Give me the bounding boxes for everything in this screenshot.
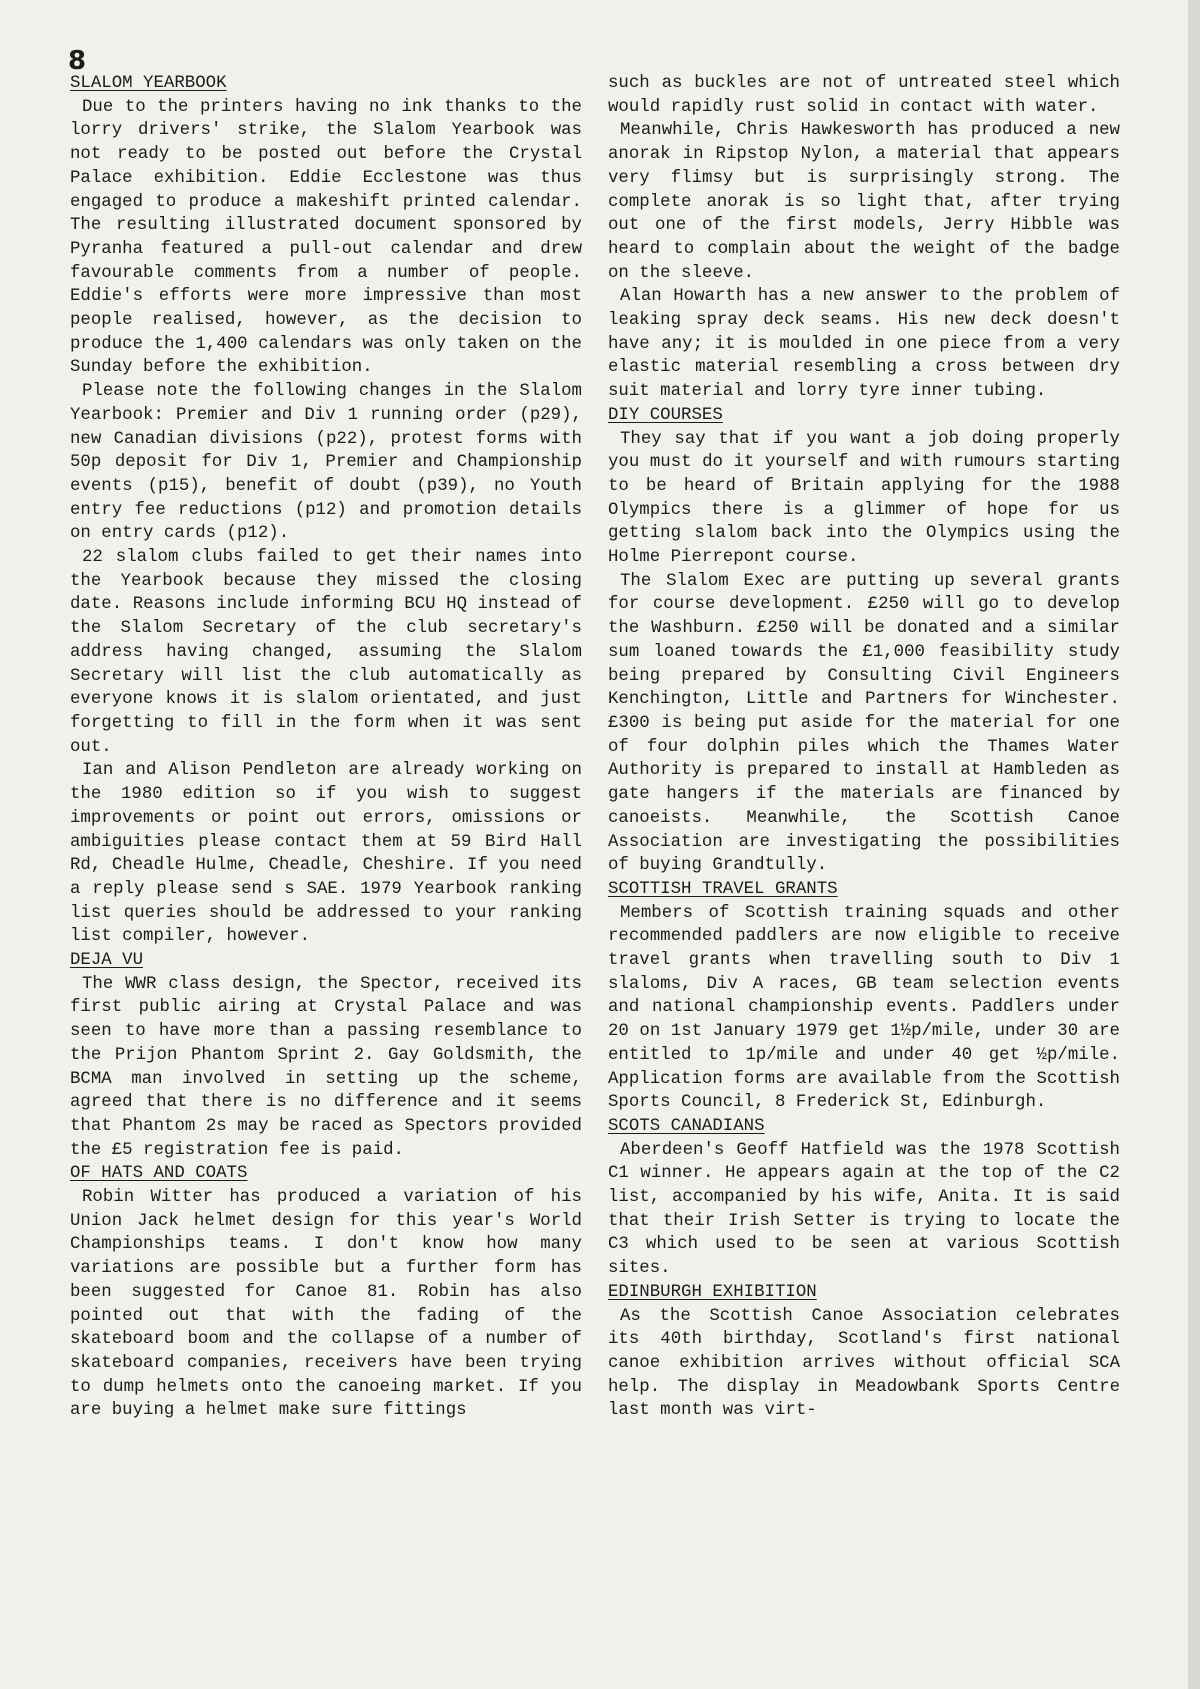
article-edinburgh-exhibition — [608, 1281, 1120, 1423]
article-hats-and-coats — [70, 1162, 582, 1423]
article-paragraph: 22 slalom clubs failed to get their names into the Yearbook because they missed the closing date. Reasons include informing BCU HQ instead of the Slalom Secretary of the club secretary's address having changed, assuming the Slalom Secretary will list the club automatically as everyone knows it is slalom orientated, and just forgetting to fill in the form when it was sent out. — [70, 548, 582, 757]
article-heading: SCOTS CANADIANS — [608, 1116, 765, 1136]
article-heading: OF HATS AND COATS — [70, 1164, 248, 1184]
article-heading: EDINBURGH EXHIBITION — [608, 1282, 817, 1302]
article-diy-courses — [608, 404, 1120, 878]
left-column — [70, 72, 582, 1423]
right-column — [608, 72, 1120, 1423]
article-paragraph: Members of Scottish training squads and other recommended paddlers are now eligible to receive travel grants when travelling south to Div 1 slaloms, Div A races, GB team selection events and national championship events. Paddlers under 20 on 1st January 1979 get 1½p/mile, under 30 are entitled to 1p/mile and under 40 get ½p/mile. Application forms are available from the Scottish Sports Council, 8 Frederick St, Edinburgh. — [608, 903, 1120, 1113]
article-paragraph: The Slalom Exec are putting up several grants for course development. £250 will go to develop the Washburn. £250 will be donated and a similar sum loaned towards the £1,000 feasibility study being prepared by Consulting Civil Engineers Kenchington, Little and Partners for Winchester. £300 is being put aside for the material for one of four dolphin piles which the Thames Water Authority is prepared to install at Hambleden as gate hangers if the materials are financed by canoeists. Meanwhile, the Scottish Canoe Association are investigating the possibilities of buying Grandtully. — [608, 571, 1120, 876]
article-paragraph: Due to the printers having no ink thanks to the lorry drivers' strike, the Slalom Yearbook was not ready to be posted out before the Crystal Palace exhibition. Eddie Ecclestone was thus engaged to produce a makeshift printed calendar. The resulting illustrated document sponsored by Pyranha featured a pull-out calendar and drew favourable comments from a number of people. Eddie's efforts were more impressive than most people realised, however, as the decision to produce the 1,400 calendars was only taken on the Sunday before the exhibition. — [70, 97, 582, 378]
article-paragraph: They say that if you want a job doing properly you must do it yourself and with rumours starting to be heard of Britain applying for the 1988 Olympics there is a glimmer of hope for us getting slalom back into the Olympics using the Holme Pierrepont course. — [608, 429, 1120, 568]
article-paragraph: Ian and Alison Pendleton are already working on the 1980 edition so if you wish to suggest improvements or point out errors, omissions or ambiguities please contact them at 59 Bird Hall Rd, Cheadle Hulme, Cheadle, Cheshire. If you need a reply please send s SAE. 1979 Yearbook ranking list queries should be addressed to your ranking list compiler, however. — [70, 761, 582, 947]
article-paragraph: Please note the following changes in the Slalom Yearbook: Premier and Div 1 running order (p29), new Canadian divisions (p22), protest forms with 50p deposit for Div 1, Premier and Championship events (p15), benefit of doubt (p39), no Youth entry fee reductions (p12) and promotion details on entry cards (p12). — [70, 382, 582, 544]
article-paragraph: Aberdeen's Geoff Hatfield was the 1978 Scottish C1 winner. He appears again at the top of the C2 list, accompanied by his wife, Anita. It is said that their Irish Setter is trying to locate the C3 which used to be seen at various Scottish sites. — [608, 1140, 1120, 1279]
page-edge — [1188, 0, 1200, 1689]
article-scots-canadians — [608, 1115, 1120, 1281]
article-heading: SLALOM YEARBOOK — [70, 74, 227, 93]
article-hats-and-coats-continued — [608, 72, 1120, 404]
article-paragraph: such as buckles are not of untreated steel which would rapidly rust solid in contact with water. — [608, 74, 1120, 117]
article-heading: DIY COURSES — [608, 405, 723, 425]
article-deja-vu — [70, 949, 582, 1162]
article-scottish-travel-grants — [608, 878, 1120, 1115]
article-slalom-yearbook — [70, 72, 582, 949]
page-number: 8 — [68, 46, 87, 76]
article-paragraph: As the Scottish Canoe Association celebrates its 40th birthday, Scotland's first national canoe exhibition arrives without official SCA help. The display in Meadowbank Sports Centre last month was virt- — [608, 1306, 1120, 1421]
article-heading: DEJA VU — [70, 951, 144, 971]
article-paragraph: Meanwhile, Chris Hawkesworth has produced a new anorak in Ripstop Nylon, a material that appears very flimsy but is surprisingly strong. The complete anorak is so light that, after trying out one of the first models, Jerry Hibble was heard to complain about the weight of the badge on the sleeve. — [608, 121, 1120, 283]
article-paragraph: The WWR class design, the Spector, received its first public airing at Crystal Palace and was seen to have more than a passing resemblance to the Prijon Phantom Sprint 2. Gay Goldsmith, the BCMA man involved in setting up the scheme, agreed that there is no difference and it seems that Phantom 2s may be raced as Spectors provided the £5 registration fee is paid. — [70, 974, 582, 1160]
article-heading: SCOTTISH TRAVEL GRANTS — [608, 879, 838, 899]
article-paragraph: Alan Howarth has a new answer to the problem of leaking spray deck seams. His new deck doesn't have any; it is moulded in one piece from a very elastic material resembling a cross between dry suit material and lorry tyre inner tubing. — [608, 287, 1120, 402]
article-paragraph: Robin Witter has produced a variation of his Union Jack helmet design for this year's World Championships teams. I don't know how many variations are possible but a further form has been suggested for Canoe 81. Robin has also pointed out that with the fading of the skateboard boom and the collapse of a number of skateboard companies, receivers have been trying to dump helmets onto the canoeing market. If you are buying a helmet make sure fittings — [70, 1188, 582, 1421]
